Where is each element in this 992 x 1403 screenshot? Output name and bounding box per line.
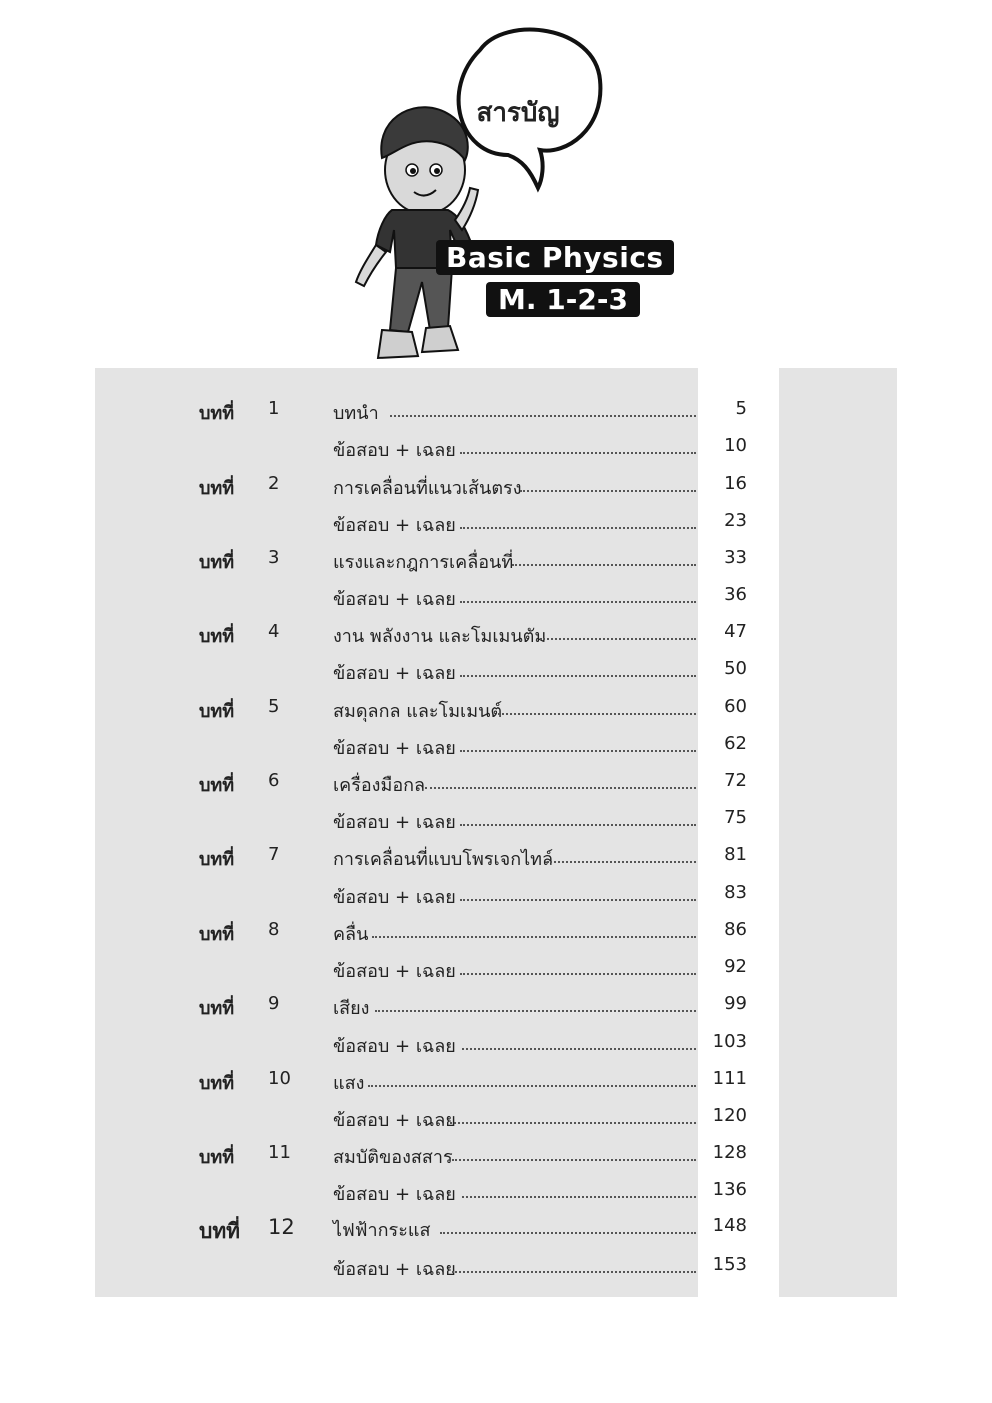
chapter-number: 7 bbox=[268, 844, 280, 865]
chapter-title: เครื่องมือกล bbox=[333, 775, 426, 796]
toc-row bbox=[0, 658, 992, 688]
dot-leader bbox=[520, 490, 696, 492]
chapter-title: การเคลื่อนที่แนวเส้นตรง bbox=[333, 478, 522, 499]
toc-row bbox=[0, 807, 992, 837]
dot-leader bbox=[460, 452, 696, 454]
chapter-title: ข้อสอบ + เฉลย bbox=[333, 440, 456, 461]
dot-leader bbox=[452, 1271, 696, 1273]
dot-leader bbox=[512, 564, 696, 566]
dot-leader bbox=[368, 1085, 696, 1087]
page-number: 153 bbox=[712, 1254, 747, 1275]
toc-row bbox=[0, 398, 992, 428]
dot-leader bbox=[460, 973, 696, 975]
page-number: 23 bbox=[724, 510, 747, 531]
chapter-number: 5 bbox=[268, 696, 280, 717]
page-number: 81 bbox=[724, 844, 747, 865]
dot-leader bbox=[547, 861, 696, 863]
dot-leader bbox=[460, 527, 696, 529]
chapter-title: คลื่น bbox=[333, 924, 369, 945]
page-number: 92 bbox=[724, 956, 747, 977]
toc-row bbox=[0, 547, 992, 577]
toc-row bbox=[0, 993, 992, 1023]
page-number: 120 bbox=[712, 1105, 747, 1126]
toc-row bbox=[0, 1179, 992, 1209]
chapter-label: บทที่ bbox=[199, 1147, 235, 1168]
page-number: 128 bbox=[712, 1142, 747, 1163]
chapter-title: ข้อสอบ + เฉลย bbox=[333, 887, 456, 908]
toc-row bbox=[0, 696, 992, 726]
chapter-number: 11 bbox=[268, 1142, 291, 1163]
page-number: 60 bbox=[724, 696, 747, 717]
chapter-title: ข้อสอบ + เฉลย bbox=[333, 1036, 456, 1057]
toc-row bbox=[0, 1142, 992, 1172]
toc-row bbox=[0, 473, 992, 503]
dot-leader bbox=[460, 675, 696, 677]
toc-row bbox=[0, 1031, 992, 1061]
chapter-title: เสียง bbox=[333, 998, 370, 1019]
chapter-label: บทที่ bbox=[199, 626, 235, 647]
chapter-number: 8 bbox=[268, 919, 280, 940]
chapter-label: บทที่ bbox=[199, 998, 235, 1019]
dot-leader bbox=[460, 750, 696, 752]
chapter-title: ข้อสอบ + เฉลย bbox=[333, 663, 456, 684]
chapter-title: ข้อสอบ + เฉลย bbox=[333, 812, 456, 833]
page-number: 136 bbox=[712, 1179, 747, 1200]
dot-leader bbox=[452, 1159, 696, 1161]
dot-leader bbox=[460, 601, 696, 603]
page-number: 36 bbox=[724, 584, 747, 605]
page-number: 148 bbox=[712, 1215, 747, 1236]
book-title: Basic Physics bbox=[436, 240, 674, 275]
chapter-number: 3 bbox=[268, 547, 280, 568]
chapter-label: บทที่ bbox=[199, 552, 235, 573]
chapter-number: 10 bbox=[268, 1068, 291, 1089]
chapter-title: ข้อสอบ + เฉลย bbox=[333, 1184, 456, 1205]
dot-leader bbox=[390, 415, 696, 417]
chapter-label: บทที่ bbox=[199, 1219, 241, 1243]
chapter-title: แรงและกฎการเคลื่อนที่ bbox=[333, 552, 514, 573]
toc-row bbox=[0, 621, 992, 651]
page-number: 62 bbox=[724, 733, 747, 754]
toc-row bbox=[0, 1254, 992, 1284]
page-title: สารบัญ bbox=[476, 98, 560, 128]
chapter-title: สมบัติของสสาร bbox=[333, 1147, 453, 1168]
page-number: 33 bbox=[724, 547, 747, 568]
dot-leader bbox=[440, 1232, 696, 1234]
chapter-label: บทที่ bbox=[199, 849, 235, 870]
chapter-title: ข้อสอบ + เฉลย bbox=[333, 961, 456, 982]
chapter-number: 12 bbox=[268, 1215, 295, 1239]
page-number: 75 bbox=[724, 807, 747, 828]
page-number: 103 bbox=[712, 1031, 747, 1052]
chapter-title: ข้อสอบ + เฉลย bbox=[333, 1259, 456, 1280]
toc-row bbox=[0, 435, 992, 465]
chapter-label: บทที่ bbox=[199, 924, 235, 945]
chapter-title: การเคลื่อนที่แบบโพรเจกไทล์ bbox=[333, 849, 554, 870]
page-number: 72 bbox=[724, 770, 747, 791]
page-number: 5 bbox=[735, 398, 747, 419]
dot-leader bbox=[498, 713, 696, 715]
chapter-title: ข้อสอบ + เฉลย bbox=[333, 738, 456, 759]
toc-row bbox=[0, 510, 992, 540]
dot-leader bbox=[462, 1196, 696, 1198]
page-number: 10 bbox=[724, 435, 747, 456]
toc-row bbox=[0, 1215, 992, 1245]
toc-row bbox=[0, 1105, 992, 1135]
toc-row bbox=[0, 882, 992, 912]
chapter-label: บทที่ bbox=[199, 478, 235, 499]
page-number: 86 bbox=[724, 919, 747, 940]
toc-row bbox=[0, 584, 992, 614]
chapter-number: 2 bbox=[268, 473, 280, 494]
dot-leader bbox=[462, 1048, 696, 1050]
dot-leader bbox=[460, 899, 696, 901]
toc-row bbox=[0, 844, 992, 874]
chapter-title: ข้อสอบ + เฉลย bbox=[333, 589, 456, 610]
chapter-number: 6 bbox=[268, 770, 280, 791]
chapter-label: บทที่ bbox=[199, 775, 235, 796]
chapter-title: สมดุลกล และโมเมนต์ bbox=[333, 701, 503, 722]
chapter-label: บทที่ bbox=[199, 403, 235, 424]
chapter-title: งาน พลังงาน และโมเมนตัม bbox=[333, 626, 547, 647]
toc-row bbox=[0, 733, 992, 763]
book-level: M. 1-2-3 bbox=[486, 282, 640, 317]
toc-row bbox=[0, 956, 992, 986]
toc-row bbox=[0, 770, 992, 800]
dot-leader bbox=[372, 936, 696, 938]
chapter-title: ไฟฟ้ากระแส bbox=[333, 1220, 431, 1241]
chapter-title: แสง bbox=[333, 1073, 365, 1094]
dot-leader bbox=[450, 1122, 696, 1124]
chapter-title: บทนำ bbox=[333, 403, 379, 424]
page-number: 47 bbox=[724, 621, 747, 642]
chapter-label: บทที่ bbox=[199, 701, 235, 722]
chapter-number: 1 bbox=[268, 398, 280, 419]
dot-leader bbox=[375, 1010, 696, 1012]
chapter-number: 9 bbox=[268, 993, 280, 1014]
page-number: 16 bbox=[724, 473, 747, 494]
chapter-title: ข้อสอบ + เฉลย bbox=[333, 1110, 456, 1131]
dot-leader bbox=[460, 824, 696, 826]
page-number: 111 bbox=[712, 1068, 747, 1089]
chapter-label: บทที่ bbox=[199, 1073, 235, 1094]
toc-row bbox=[0, 919, 992, 949]
page-number: 99 bbox=[724, 993, 747, 1014]
toc-row bbox=[0, 1068, 992, 1098]
chapter-title: ข้อสอบ + เฉลย bbox=[333, 515, 456, 536]
chapter-number: 4 bbox=[268, 621, 280, 642]
page-number: 83 bbox=[724, 882, 747, 903]
page-number: 50 bbox=[724, 658, 747, 679]
dot-leader bbox=[540, 638, 696, 640]
dot-leader bbox=[425, 787, 696, 789]
